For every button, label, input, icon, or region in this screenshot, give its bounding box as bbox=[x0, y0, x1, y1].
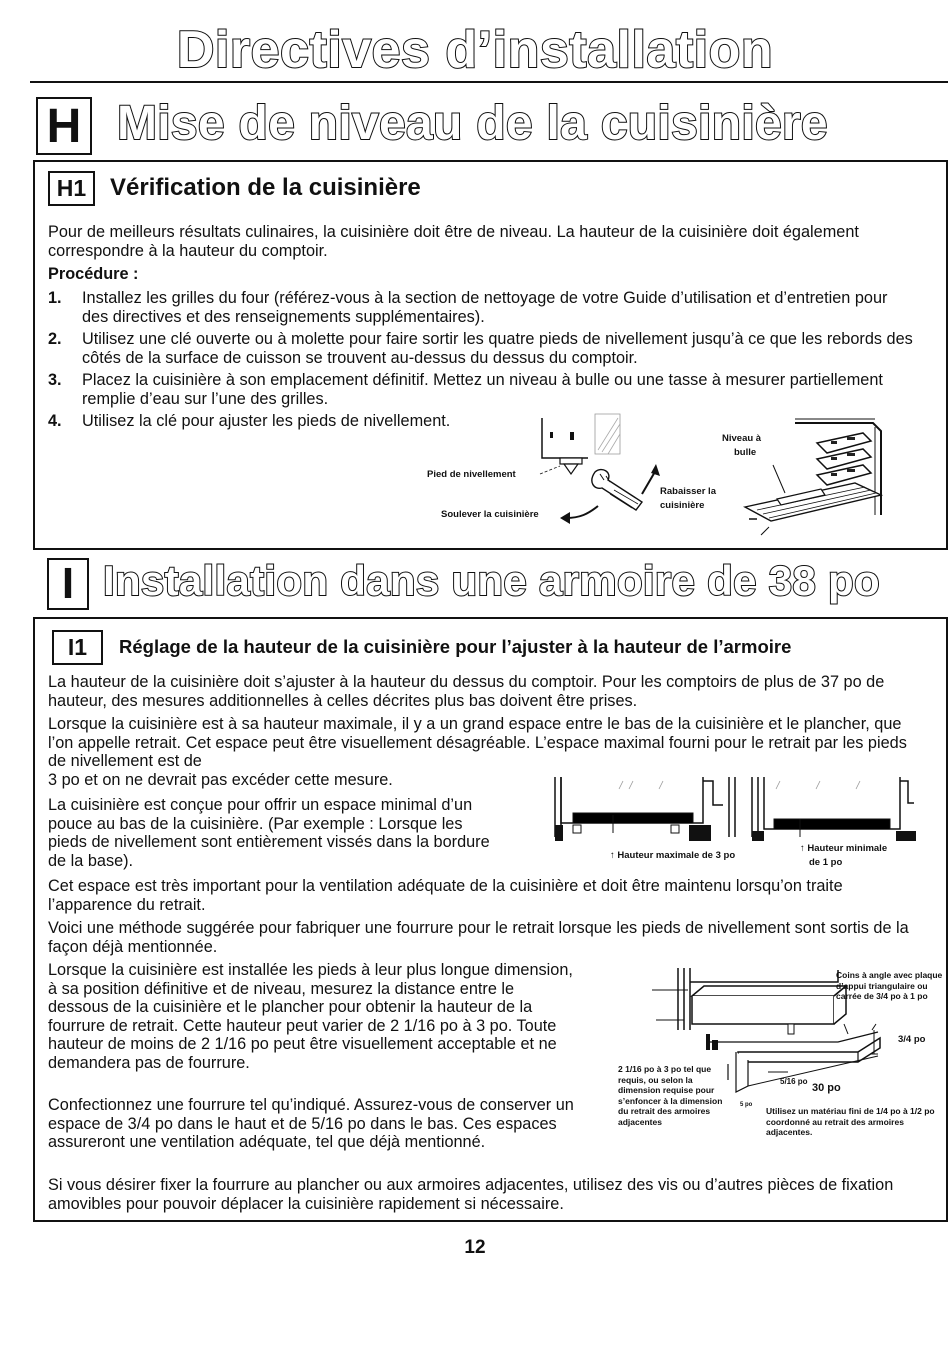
section-h-title: Mise de niveau de la cuisinière bbox=[117, 97, 828, 150]
procedure-label: Procédure : bbox=[48, 265, 139, 283]
niveau-label-2: bulle bbox=[734, 447, 757, 458]
three-quarter-label: 3/4 po bbox=[898, 1034, 926, 1045]
section-h-letter: H bbox=[36, 97, 92, 155]
step-number: 1. bbox=[48, 289, 62, 307]
i1-p5: Voici une méthode suggérée pour fabriquer une fourrure pour le retrait lorsque les pieds de nivellement sont sortis de la façon déjà mentionnée. bbox=[48, 919, 909, 956]
i1-p6: Lorsque la cuisinière est installée les pieds à leur plus longue dimension, à sa position définitive et de niveau, mesurez la distance entre le dessous de la cuisinière et le plancher pour obtenir la hauteur de la fourrure de retrait. Cette hauteur peut varier de 2 1/16 po à 3 po. Toute hauteur de moins de 2 1/16 po peut être visuellement acceptable et ne demandera pas de fourrure. bbox=[48, 961, 573, 1072]
five-sixteenths-label: 5/16 po bbox=[780, 1077, 808, 1086]
rabaisser-label-1: Rabaisser la bbox=[660, 486, 716, 497]
thirty-label: 30 po bbox=[812, 1082, 841, 1094]
section-h1-letter: H1 bbox=[48, 171, 95, 206]
arrow-up-icon: ↑ bbox=[800, 843, 805, 854]
min-height-text-1: Hauteur minimale bbox=[807, 843, 888, 854]
max-height-label bbox=[610, 850, 735, 861]
max-height-text: Hauteur maximale de 3 po bbox=[617, 850, 736, 861]
i1-p8: Si vous désirer fixer la fourrure au plancher ou aux armoires adjacentes, utilisez des vis ou d’autres pièces de fixation amovibles pour pouvoir déplacer la cuisinière rapidement si nécessaire. bbox=[48, 1176, 894, 1213]
i1-p3: La cuisinière est conçue pour offrir un espace minimal d’un pouce au bas de la cuisinière. (Par exemple : Lorsque les pieds de nivellement sont entièrement vissés dans la bordure de la base). bbox=[48, 796, 490, 870]
step-number: 3. bbox=[48, 371, 62, 389]
step-number: 4. bbox=[48, 412, 62, 430]
section-i-title: Installation dans une armoire de 38 po bbox=[103, 557, 880, 604]
list-item bbox=[48, 371, 918, 408]
niveau-label-1: Niveau à bbox=[722, 433, 762, 444]
h1-intro: Pour de meilleurs résultats culinaires, la cuisinière doit être de niveau. La hauteur de la cuisinière doit également correspondre à la hauteur du comptoir. bbox=[48, 223, 859, 260]
i1-p2b: 3 po et on ne devrait pas excéder cette mesure. bbox=[48, 771, 393, 789]
five-po-label: 5 po bbox=[740, 1102, 753, 1108]
title-rule bbox=[30, 81, 948, 83]
step-text: Utilisez une clé ouverte ou à molette pour faire sortir les quatre pieds de nivellement jusqu’à ce que les rebords des côtés de la surface de cuisson se trouvent au-dessus du dessus du comptoir. bbox=[82, 330, 913, 367]
section-i1-title: Réglage de la hauteur de la cuisinière pour l’ajuster à la hauteur de l’armoire bbox=[119, 636, 792, 657]
page-number: 12 bbox=[464, 1237, 486, 1258]
min-height-illustration bbox=[750, 775, 925, 850]
i1-p4: Cet espace est très important pour la ventilation adéquate de la cuisinière et doit être maintenu lorsqu’on traite l’apparence du retrait. bbox=[48, 877, 843, 914]
coins-label: Coins à angle avec plaque d’appui triangulaire ou carrée de 3/4 po à 1 po bbox=[836, 970, 943, 1001]
fig-left-caption: 2 1/16 po à 3 po tel que requis, ou selon la dimension requise pour s’enfoncer à la dimension du retrait des armoires adjacentes bbox=[618, 1064, 723, 1127]
i1-p7: Confectionnez une fourrure tel qu’indiqué. Assurez-vous de conserver un espace de 3/4 po dans le haut et de 5/16 po dans le bas. Ces espaces assureront une ventilation adéquate, tel que déjà mentionné. bbox=[48, 1096, 574, 1151]
step-text: Installez les grilles du four (référez-vous à la section de nettoyage de votre Guide d’utilisation et d’entretien pour des directives et des renseignements supplémentaires). bbox=[82, 289, 888, 326]
page-title: Directives d’installation bbox=[176, 21, 774, 79]
i1-p1: La hauteur de la cuisinière doit s’ajuster à la hauteur du dessus du comptoir. Pour les comptoirs de plus de 37 po de hauteur, des mesures additionnelles à celles décrites plus bas doivent être prises. bbox=[48, 673, 885, 710]
pied-label: Pied de nivellement bbox=[427, 469, 516, 480]
min-height-label-1 bbox=[800, 843, 887, 854]
min-height-label-2: de 1 po bbox=[809, 857, 843, 868]
arrow-up-icon: ↑ bbox=[610, 850, 615, 861]
i1-p2a: Lorsque la cuisinière est à sa hauteur maximale, il y a un grand espace entre le bas de la cuisinière et le plancher, que l’on appelle retrait. Cet espace peut être visuellement désagréable. L’espace maximal fourni pour le retrait par les pieds de nivellement est de bbox=[48, 715, 907, 770]
soulever-label: Soulever la cuisinière bbox=[441, 509, 539, 520]
section-h1-title: Vérification de la cuisinière bbox=[110, 174, 421, 201]
step-text: Utilisez la clé pour ajuster les pieds de nivellement. bbox=[82, 412, 451, 430]
step-text: Placez la cuisinière à son emplacement définitif. Mettez un niveau à bulle ou une tasse à mesurer partiellement remplie d’eau sur l’une des grilles. bbox=[82, 371, 883, 408]
section-i1-letter: I1 bbox=[52, 630, 103, 665]
list-item bbox=[48, 330, 918, 367]
step-number: 2. bbox=[48, 330, 62, 348]
section-i-letter: I bbox=[47, 558, 89, 610]
list-item bbox=[48, 289, 918, 326]
max-height-illustration bbox=[553, 775, 753, 850]
rabaisser-label-2: cuisinière bbox=[660, 500, 705, 511]
fig-right-caption: Utilisez un matériau fini de 1/4 po à 1/2 po coordonné au retrait des armoires adjacentes. bbox=[766, 1106, 935, 1137]
